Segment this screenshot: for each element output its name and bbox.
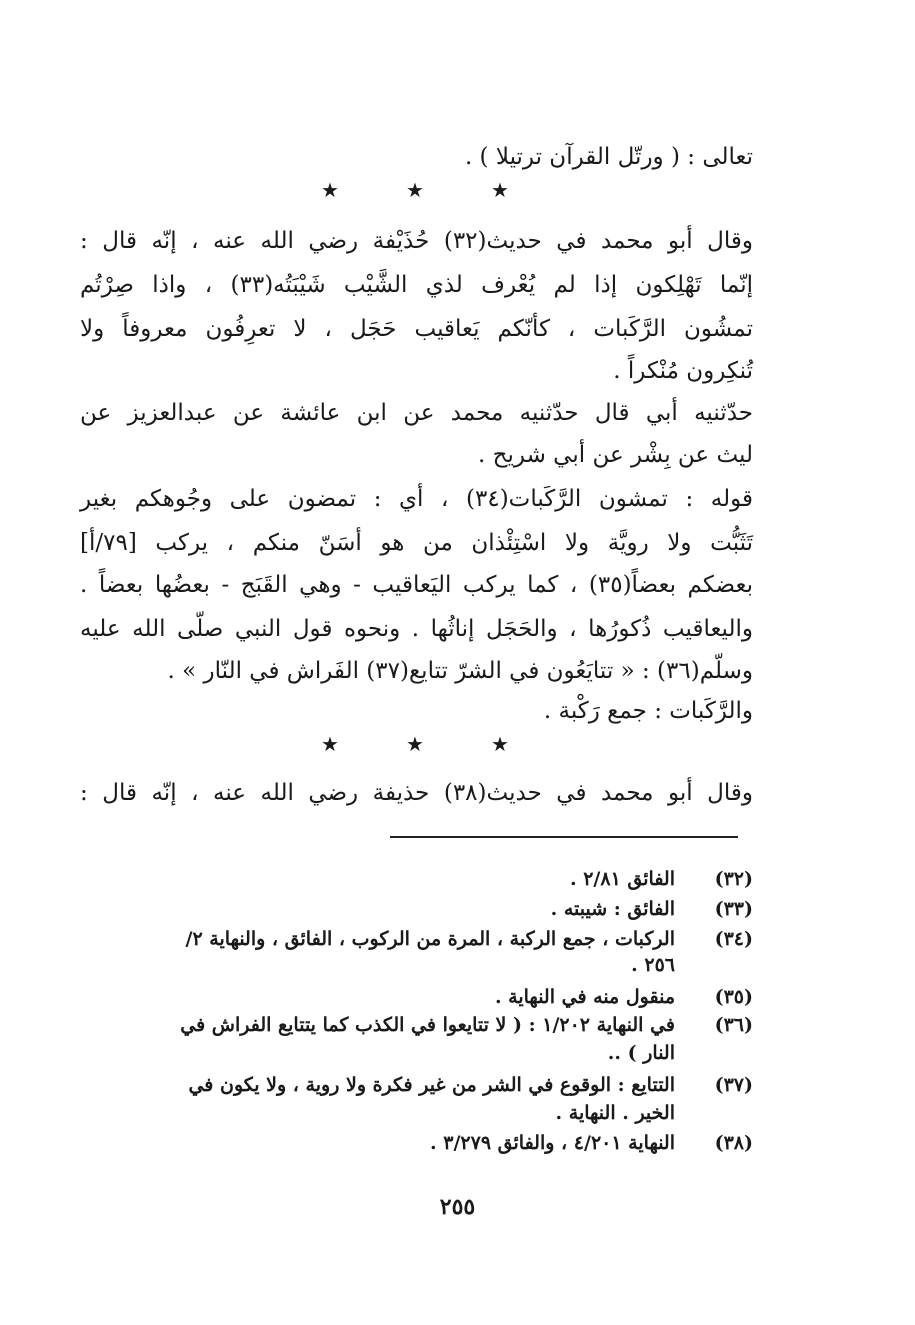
body-line-12: وسلّم(٣٦) : « تتايَعُون في الشرّ تتايع(٣٧) الفَراش في النّار » . xyxy=(167,658,753,684)
star-icon: ★ xyxy=(406,732,424,756)
body-line-7: ليث عن بِشْر عن أبي شريح . xyxy=(478,442,753,468)
footnote-number-36: (٣٦) xyxy=(714,1014,753,1036)
body-line-3: إنّما تَهْلِكون إذا لم يُعْرف لذي الشَّيْب شَيْبَتُه(٣٣) ، واذا صِرْتُم xyxy=(80,272,754,298)
footnote-number-32: (٣٢) xyxy=(714,868,753,890)
star-icon: ★ xyxy=(321,732,339,756)
body-line-13: والرَّكَبات : جمع رَكْبة . xyxy=(543,698,753,724)
body-line-1: تعالى : ( ورتّل القرآن ترتيلا ) . xyxy=(464,144,753,170)
star-icon: ★ xyxy=(491,732,509,756)
footnote-text-34-cont: ٢٥٦ . xyxy=(631,954,675,976)
footnote-number-33: (٣٣) xyxy=(714,898,753,920)
body-line-14: وقال أبو محمد في حديث(٣٨) حذيفة رضي الله عنه ، إنّه قال : xyxy=(80,780,753,806)
footnote-text-36-cont: النار ) .. xyxy=(607,1042,675,1064)
footnote-text-38: النهاية ٤/٢٠١ ، والفائق ٣/٢٧٩ . xyxy=(430,1132,675,1154)
footnote-number-34: (٣٤) xyxy=(714,928,753,950)
body-line-2: وقال أبو محمد في حديث(٣٢) حُذَيْفة رضي الله عنه ، إنّه قال : xyxy=(80,228,753,254)
body-line-6: حدّثنيه أبي قال حدّثنيه محمد عن ابن عائشة عن عبدالعزيز عن xyxy=(80,400,753,426)
body-line-11: واليعاقيب ذُكورُها ، والحَجَل إناثُها . ونحوه قول النبي صلّى الله عليه xyxy=(80,616,753,642)
footnote-text-37-cont: الخير . النهاية . xyxy=(555,1102,675,1124)
footnote-number-35: (٣٥) xyxy=(714,986,753,1008)
star-icon: ★ xyxy=(491,178,509,202)
section-divider-stars-2 xyxy=(320,732,510,756)
star-icon: ★ xyxy=(406,178,424,202)
footnote-separator xyxy=(390,836,738,838)
body-line-8: قوله : تمشون الرَّكَبات(٣٤) ، أي : تمضون على وجُوهكم بغير xyxy=(80,486,753,512)
body-line-9: تَثَبُّت ولا رويَّة ولا اسْتِئْذان من هو أسَنّ منكم ، يركب [٧٩/أ] xyxy=(80,530,753,556)
footnote-text-33: الفائق : شيبته . xyxy=(550,898,675,920)
body-line-5: تُنكِرون مُنْكراً . xyxy=(613,358,753,384)
body-line-4: تمشُون الرَّكَبات ، كأنّكم يَعاقيب حَجَل ، لا تعرِفُون معروفاً ولا xyxy=(80,316,753,342)
footnote-text-32: الفائق ٢/٨١ . xyxy=(569,868,675,890)
page-number: ٢٥٥ xyxy=(439,1194,476,1220)
footnote-text-34: الركبات ، جمع الركبة ، المرة من الركوب ، الفائق ، والنهاية ٢/ xyxy=(185,928,675,950)
footnote-text-37: التتايع : الوقوع في الشر من غير فكرة ولا روية ، ولا يكون في xyxy=(188,1074,675,1096)
body-line-10: بعضكم بعضاً(٣٥) ، كما يركب اليَعاقيب - وهي القَبَج - بعضُها بعضاً . xyxy=(80,572,754,598)
footnote-number-37: (٣٧) xyxy=(714,1074,753,1096)
footnote-text-36: في النهاية ١/٢٠٢ : ( لا تتايعوا في الكذب كما يتتايع الفراش في xyxy=(180,1014,675,1036)
footnote-text-35: منقول منه في النهاية . xyxy=(494,986,675,1008)
star-icon: ★ xyxy=(321,178,339,202)
footnote-number-38: (٣٨) xyxy=(714,1132,753,1154)
section-divider-stars-1 xyxy=(320,178,510,202)
